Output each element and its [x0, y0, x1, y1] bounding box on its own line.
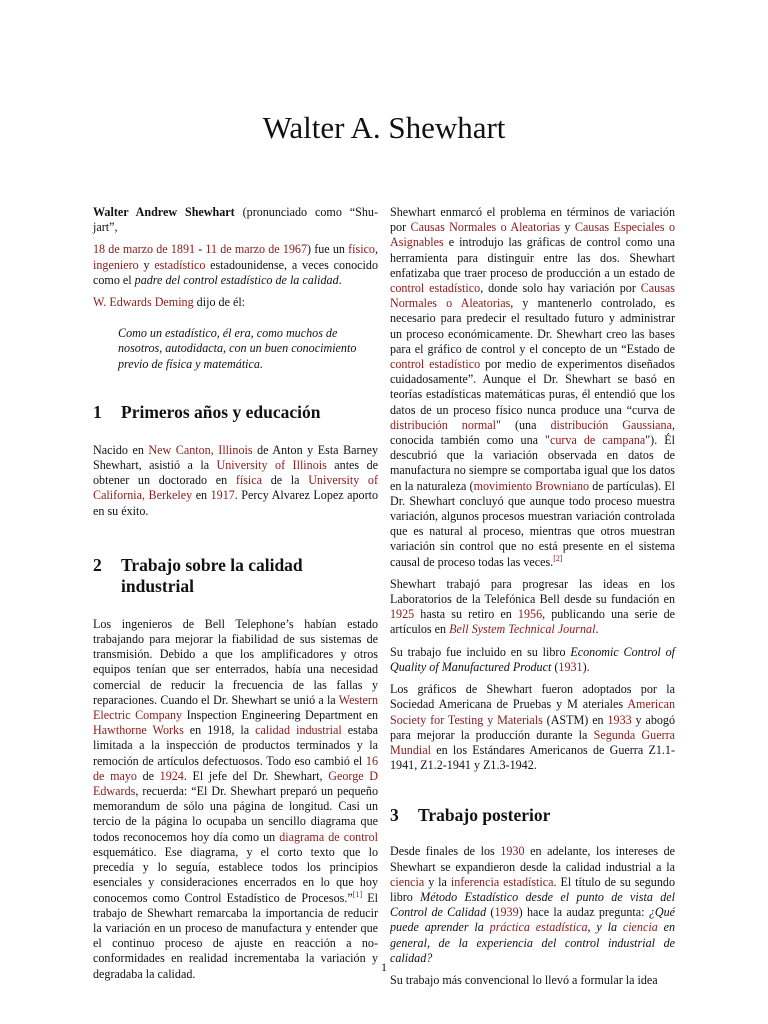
link-deming[interactable]: W. Edwards Deming	[93, 295, 194, 310]
link-western-electric[interactable]: Western Electric Company	[93, 692, 378, 723]
page-title: Walter A. Shewhart	[262, 110, 506, 145]
deming-paragraph: W. Edwards Deming dijo de él:	[93, 295, 246, 310]
link-causas-especiales[interactable]: Causas Especiales o Asignables	[390, 220, 675, 250]
link-year-1917[interactable]: 1917	[210, 488, 235, 503]
link-george-edwards[interactable]: George D Edwards	[93, 768, 378, 799]
link-calidad-industrial[interactable]: calidad industrial	[255, 723, 342, 738]
intro-paragraph: Walter Andrew Shewhart (pronunciado como “Shu-jart”,	[93, 205, 378, 235]
link-inferencia-estadistica[interactable]: inferencia estadística	[450, 874, 554, 889]
link-year-1924[interactable]: 1924	[159, 768, 184, 783]
final-paragraph: Su trabajo más convencional lo llevó a formular la idea	[390, 972, 658, 987]
link-distribucion-normal[interactable]: distribución normal	[390, 417, 497, 432]
bell-labs-paragraph: Shewhart trabajó para progresar las ideas en los Laboratorios de la Telefónica Bell desde su fundación en 1925 hasta su retiro en 1956, publicando una serie de artículos en Bell System Technical Journal.	[390, 576, 675, 637]
link-estadistico[interactable]: estadístico	[154, 257, 206, 272]
later-work-paragraph: Desde finales de los 1930 en adelante, los intereses de Shewhart se expandieron desde la calidad industrial a la ciencia y la inferencia estadística. El título de su segundo libro Método Estadístico desde el punto de vista del Control de Calidad (1939) hace la audaz pregunta: ¿Qué puede aprender la práctica estadística, y la ciencia en general, de la experiencia del control industrial de calidad?	[390, 844, 676, 965]
link-curva-campana[interactable]: curva de campana	[549, 433, 646, 448]
link-hawthorne-works[interactable]: Hawthorne Works	[93, 723, 184, 738]
link-fisico[interactable]: físico	[348, 242, 375, 257]
section-heading-2: 2 Trabajo sobre la calidad industrial	[93, 554, 303, 596]
link-year-1933[interactable]: 1933	[607, 712, 632, 727]
link-year-1967[interactable]: 1967	[282, 242, 308, 257]
link-year-1925[interactable]: 1925	[390, 607, 415, 622]
link-astm[interactable]: American Society for Testing y Materials	[390, 697, 675, 727]
link-fisica[interactable]: física	[235, 473, 263, 488]
section-heading-1: 1 Primeros años y educación	[93, 401, 321, 422]
link-causas-normales-2[interactable]: Causas Normales o Aleatorias	[390, 281, 675, 311]
link-year-1931[interactable]: 1931	[558, 659, 583, 674]
link-distribucion-gaussiana[interactable]: distribución Gaussiana	[550, 417, 672, 432]
dates-paragraph: 18 de marzo de 1891 - 11 de marzo de 1967) fue un físico, ingeniero y estadístico estadounidense, a veces conocido como el padre del control estadístico de la calidad.	[93, 242, 379, 287]
link-causas-normales[interactable]: Causas Normales o Aleatorias	[410, 220, 561, 235]
industrial-quality-paragraph: Los ingenieros de Bell Telephone’s habían estado trabajando para mejorar la fiabilidad de sus sistemas de transmisión. Debido a que los amplificadores y otros equipos tenían que ser enterrados, había una necesidad comercial de reducir la frecuencia de las fallas y reparaciones. Cuando el Dr. Shewhart se unió a la Western Electric Company Inspection Engineering Department en Hawthorne Works en 1918, la calidad industrial estaba limitada a la inspección de productos terminados y la remoción de artículos defectuosos. Todo eso cambió el 16 de mayo de 1924. El jefe del Dr. Shewhart, George D Edwards, recuerda: “El Dr. Shewhart preparó un pequeño memorandum de sólo una página de longitud. Casi un tercio de la página lo ocupaba un sencillo diagrama que todos reconocemos hoy día como un diagrama de control esquemático. Ese diagrama, y el corto texto que lo precedía y lo seguía, establece todos los principios esenciales y consideraciones encerrados en lo que hoy conocemos como Control Estadístico de Procesos.”[1] El trabajo de Shewhart remarcaba la importancia de reducir la variación en un proceso de manufactura y entender que el continuo proceso de ajuste en reacción a no-conformidades en realidad incrementaba la variación y degradaba la calidad.	[93, 616, 379, 981]
link-diagrama-control[interactable]: diagrama de control	[279, 829, 378, 844]
education-paragraph: Nacido en New Canton, Illinois de Anton y Esta Barney Shewhart, asistió a la University of Illinois antes de obtener un doctorado en física de la University of California, Berkeley en 1917. Percy Alvarez Lopez aporto en su éxito.	[93, 442, 379, 518]
link-year-1956[interactable]: 1956	[517, 607, 543, 622]
link-segunda-guerra[interactable]: Segunda Guerra Mundial	[390, 727, 675, 757]
link-uc-berkeley[interactable]: University of California, Berkeley	[93, 473, 379, 503]
link-bell-journal[interactable]: Bell System Technical Journal	[449, 622, 596, 637]
astm-paragraph: Los gráficos de Shewhart fueron adoptados por la Sociedad Americana de Pruebas y M ateriales American Society for Testing y Materials (ASTM) en 1933 y abogó para mejorar la producción durante la Segunda Guerra Mundial en los Estándares Americanos de Guerra Z1.1-1941, Z1.2-1941 y Z1.3-1942.	[390, 682, 676, 773]
link-control-estadistico[interactable]: control estadístico	[390, 281, 481, 296]
link-death-date[interactable]: 11 de marzo de	[205, 242, 280, 257]
link-year-1930[interactable]: 1930	[500, 844, 525, 859]
reference-1[interactable]: [1]	[352, 889, 363, 899]
section-heading-3: 3 Trabajo posterior	[390, 805, 551, 826]
link-movimiento-browniano[interactable]: movimiento Browniano	[473, 478, 590, 493]
book-paragraph: Su trabajo fue incluido en su libro Economic Control of Quality of Manufactured Product (1931).	[390, 644, 675, 674]
link-ciencia[interactable]: ciencia	[390, 874, 425, 889]
link-ingeniero[interactable]: ingeniero	[93, 257, 139, 272]
right-column	[390, 205, 675, 995]
link-university-illinois[interactable]: University of Illinois	[216, 458, 327, 473]
subject-name: Walter Andrew Shewhart	[93, 205, 235, 219]
link-practica-estadistica[interactable]: práctica estadística	[489, 920, 588, 935]
deming-quote: Como un estadístico, él era, como muchos de nosotros, autodidacta, con un buen conocimiento previo de física y matemática.	[118, 326, 357, 371]
page-number: 1	[381, 960, 387, 974]
link-16-de-mayo[interactable]: 16 de mayo	[93, 753, 378, 783]
link-birth-date[interactable]: 18 de marzo de	[93, 242, 168, 257]
variation-paragraph: Shewhart enmarcó el problema en términos de variación por Causas Normales o Aleatorias y Causas Especiales o Asignables e introdujo las gráficas de control como una herramienta para distinguir entre las dos. Shewhart enfatizaba que traer proceso de producción a un estado de control estadístico, donde solo hay variación por Causas Normales o Aleatorias, y mantenerlo controlado, es necesario para predecir el resultado futuro y administrar un proceso económicamente. Dr. Shewhart creo las bases para el gráfico de control y el concepto de un “Estado de control estadístico por medio de experimentos diseñados cuidadosamente”. Aunque el Dr. Shewhart se basó en teorías estadísticas matemáticas puras, él entendió que los datos de un proceso físico nunca produce una “curva de distribución normal" (una distribución Gaussiana, conocida también como una "curva de campana"). Él descubrió que la variación observada en datos de manufactura no siempre se comportaba igual que los datos en la naturaleza (movimiento Browniano de partículas). El Dr. Shewhart concluyó que aunque todo proceso muestra variación, algunos procesos muestran variación controlada que es natural al proceso, mientras que otros muestran variación sin control que no está presente en el sistema causal de proceso todas las veces.[2]	[390, 205, 676, 569]
left-column	[93, 205, 378, 989]
reference-2[interactable]: [2]	[553, 553, 563, 563]
link-year-1939[interactable]: 1939	[494, 905, 519, 920]
link-new-canton[interactable]: New Canton, Illinois	[148, 442, 253, 457]
link-control-estadistico-2[interactable]: control estadístico	[390, 357, 481, 372]
link-year-1891[interactable]: 1891	[170, 242, 196, 257]
link-ciencia-2[interactable]: ciencia	[622, 920, 658, 935]
